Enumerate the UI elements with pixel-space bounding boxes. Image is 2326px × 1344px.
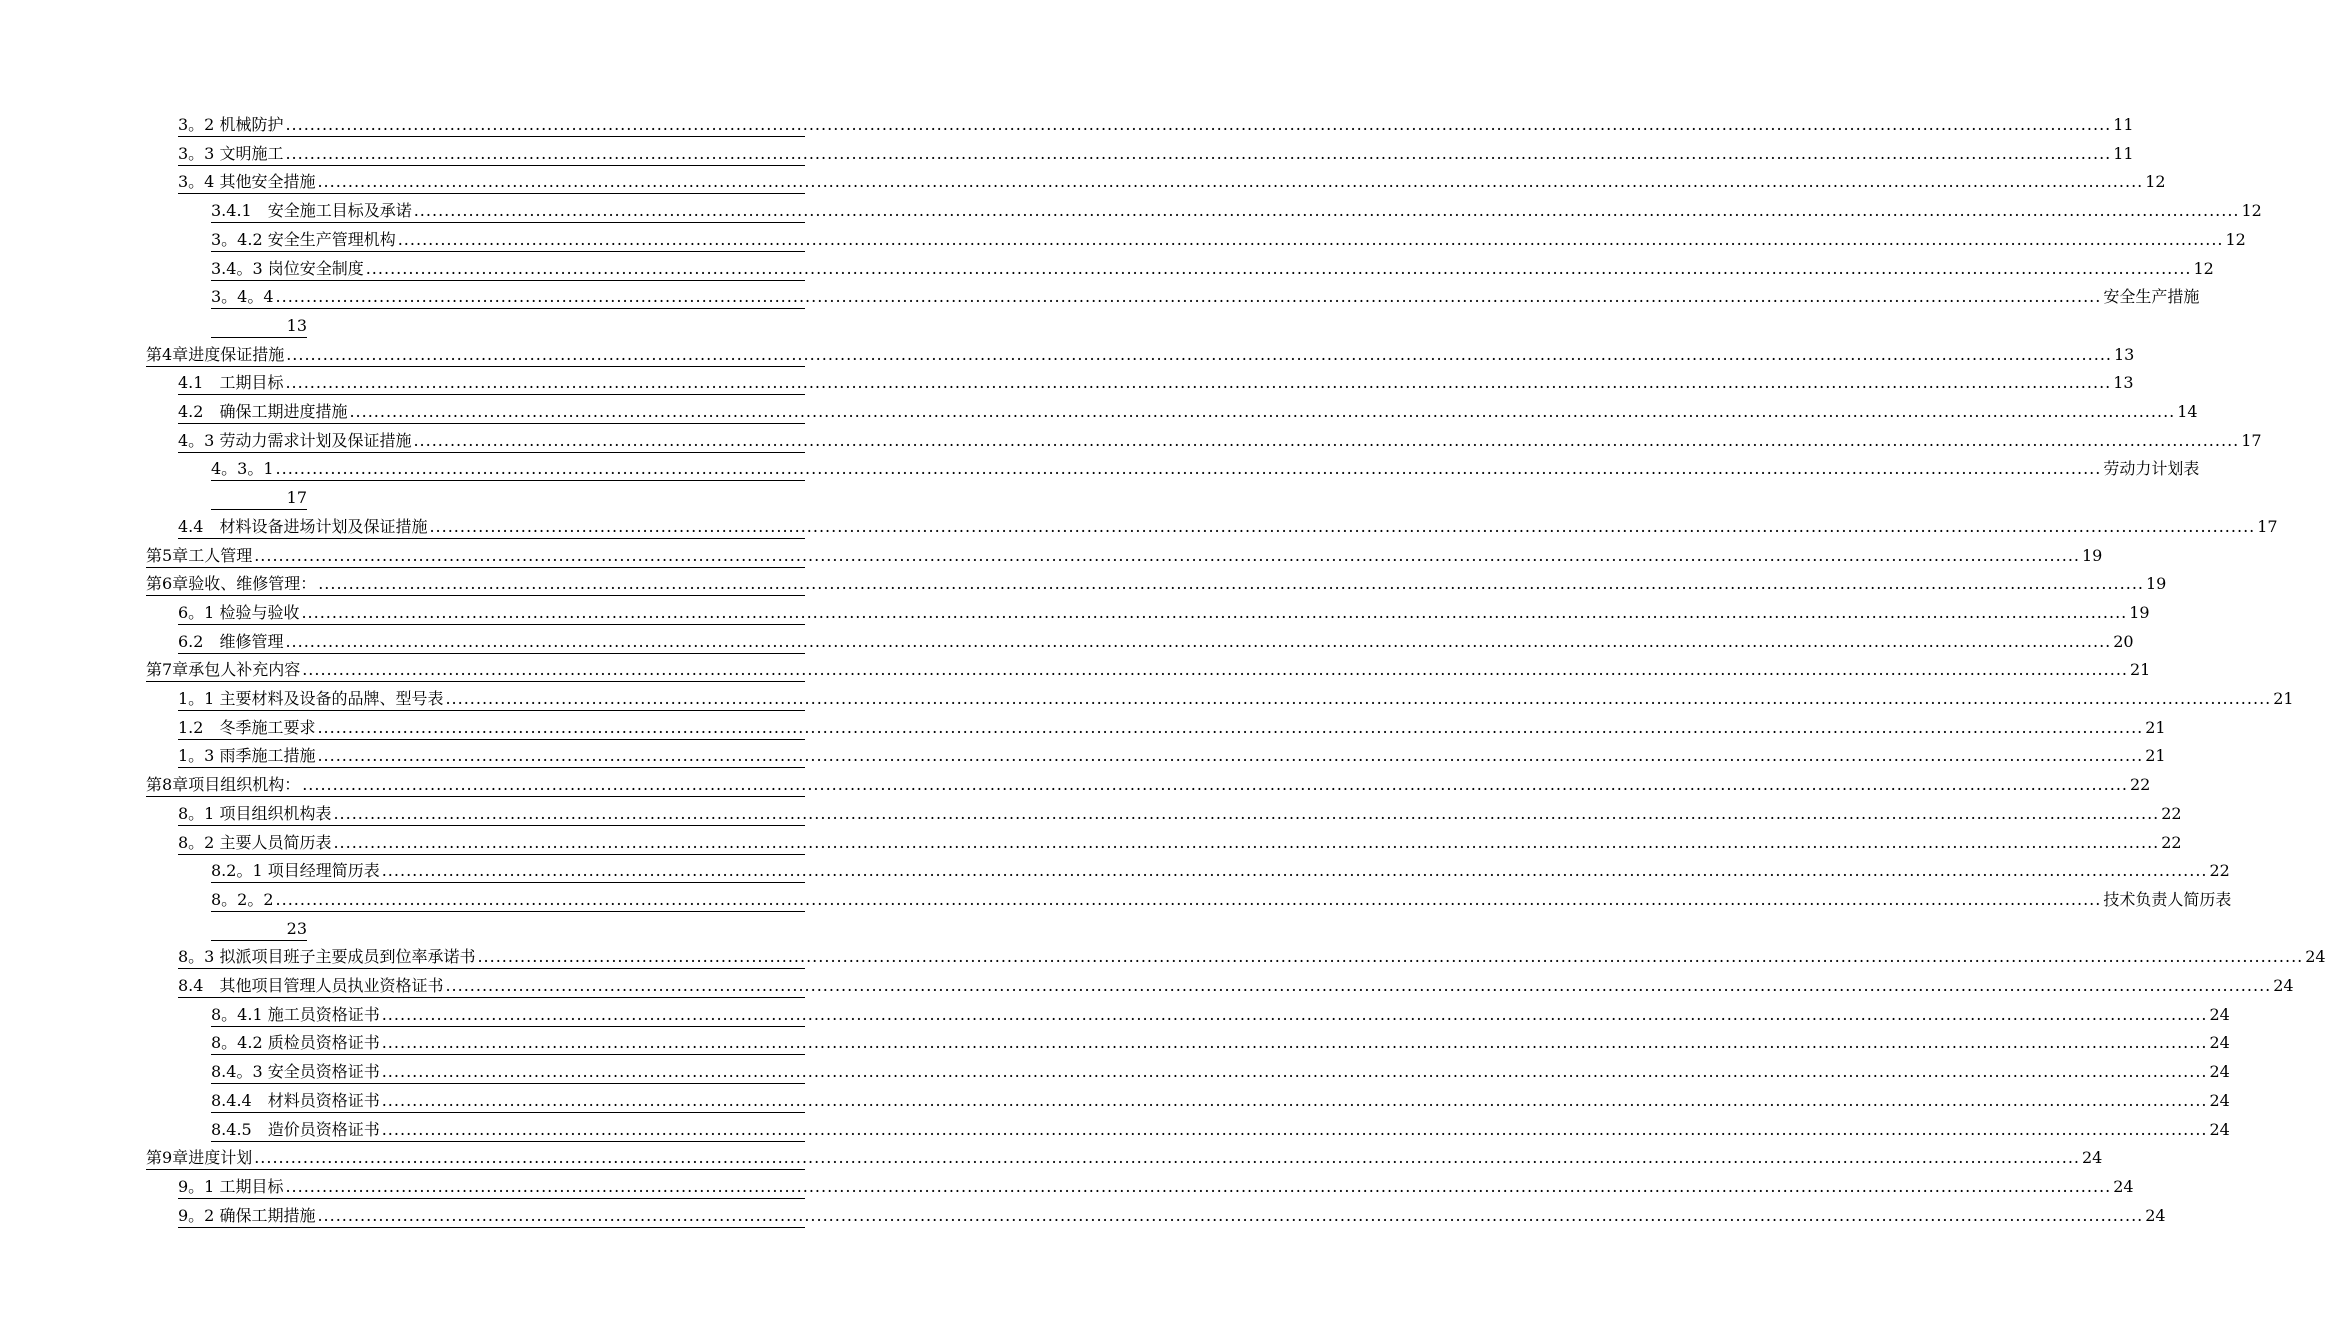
toc-entry-label: 3。4。4 — [211, 287, 274, 307]
toc-entry-label: 8。3 拟派项目班子主要成员到位率承诺书 — [178, 947, 476, 967]
toc-dot-leader: ............................................................................................................................................................................................................................................................................................................ — [445, 689, 2272, 708]
toc-page-number: 22 — [2161, 832, 2182, 852]
toc-chapter-number: 第5章 — [146, 545, 189, 565]
toc-entry-row — [0, 860, 2230, 888]
toc-entry-label: 3.4。3 岗位安全制度 — [211, 258, 364, 278]
toc-page-number: 13 — [2113, 373, 2134, 393]
toc-dot-leader: ............................................................................................................................................................................................................................................................................................................ — [413, 430, 2240, 450]
toc-page-number: 11 — [2113, 143, 2134, 163]
toc-entry-label: 8。2 主要人员简历表 — [178, 832, 332, 852]
toc-chapter-row — [0, 1147, 2103, 1175]
toc-entry-label: 进度保证措施 — [188, 344, 285, 364]
toc-entry-link[interactable] — [178, 372, 2134, 395]
toc-page-number: 12 — [2145, 172, 2166, 192]
toc-entry-link[interactable] — [178, 114, 2134, 137]
toc-page-number: 17 — [2241, 430, 2262, 450]
toc-dot-leader: ............................................................................................................................................................................................................................................................................................................ — [301, 602, 2128, 622]
toc-page-number: 11 — [2113, 115, 2134, 134]
toc-entry-link[interactable] — [146, 545, 2103, 568]
toc-entry-row — [0, 114, 2134, 142]
toc-entry-link[interactable] — [178, 1205, 2166, 1228]
toc-entry-title: 劳动力计划表 — [2103, 459, 2200, 479]
toc-entry-row — [0, 946, 2326, 974]
toc-entry-link[interactable] — [178, 803, 2182, 826]
toc-dot-leader: ............................................................................................................................................................................................................................................................................................................ — [445, 976, 2272, 995]
toc-page-number: 23 — [211, 918, 307, 941]
toc-entry-label: 3。4.2 安全生产管理机构 — [211, 229, 396, 249]
toc-entry-row — [0, 458, 2200, 508]
toc-entry-row — [0, 286, 2200, 336]
toc-entry-row — [0, 1032, 2230, 1060]
toc-entry-link[interactable] — [211, 200, 2262, 223]
toc-entry-link[interactable] — [211, 889, 2232, 912]
toc-dot-leader: ............................................................................................................................................................................................................................................................................................................ — [333, 832, 2160, 852]
toc-entry-row — [0, 745, 2166, 773]
toc-chapter-number: 第6章 — [146, 574, 189, 594]
toc-entry-link[interactable] — [178, 401, 2198, 424]
toc-entry-label: 8。1 项目组织机构表 — [178, 803, 332, 823]
toc-page-number: 21 — [2129, 660, 2151, 680]
toc-entry-link[interactable] — [146, 573, 2167, 596]
toc-dot-leader: ............................................................................................................................................................................................................................................................................................................ — [477, 947, 2304, 967]
toc-entry-label: 验收、维修管理： — [188, 574, 317, 594]
toc-dot-leader: ............................................................................................................................................................................................................................................................................................................ — [413, 201, 2240, 221]
toc-entry-label: 1。3 雨季施工措施 — [178, 746, 316, 766]
toc-dot-leader: ............................................................................................................................................................................................................................................................................................................ — [286, 344, 2112, 364]
toc-entry-label: 8.4.5 造价员资格证书 — [211, 1119, 380, 1139]
toc-page-number: 12 — [2193, 258, 2214, 278]
toc-dot-leader: ............................................................................................................................................................................................................................................................................................................ — [285, 143, 2112, 163]
toc-dot-leader: ............................................................................................................................................................................................................................................................................................................ — [381, 1004, 2208, 1024]
toc-entry-row — [0, 171, 2166, 199]
toc-page-number: 24 — [2305, 947, 2326, 967]
toc-page-number: 13 — [211, 315, 307, 338]
toc-entry-link[interactable] — [178, 745, 2166, 768]
toc-page-number: 17 — [211, 487, 307, 510]
toc-entry-link[interactable] — [211, 1004, 2230, 1027]
toc-dot-leader: ............................................................................................................................................................................................................................................................................................................ — [397, 229, 2224, 249]
toc-dot-leader: ............................................................................................................................................................................................................................................................................................................ — [381, 1033, 2208, 1053]
toc-page-number: 24 — [2209, 1004, 2230, 1024]
toc-dot-leader: ............................................................................................................................................................................................................................................................................................................ — [285, 373, 2112, 393]
toc-entry-link[interactable] — [211, 1061, 2230, 1084]
toc-page-number: 24 — [2209, 1062, 2230, 1082]
toc-entry-label: 3。3 文明施工 — [178, 143, 284, 163]
toc-entry-link[interactable] — [178, 975, 2294, 998]
toc-page-number: 17 — [2257, 516, 2278, 536]
toc-chapter-number: 第8章 — [146, 775, 189, 795]
toc-dot-leader: ............................................................................................................................................................................................................................................................................................................ — [317, 717, 2144, 737]
toc-chapter-row — [0, 545, 2103, 573]
toc-dot-leader: ............................................................................................................................................................................................................................................................................................................ — [302, 775, 2128, 795]
toc-entry-link[interactable] — [211, 860, 2230, 883]
toc-chapter-number: 第9章 — [146, 1148, 189, 1168]
toc-entry-row — [0, 1061, 2230, 1089]
toc-entry-link[interactable] — [211, 458, 2200, 481]
toc-entry-label: 4.2 确保工期进度措施 — [178, 402, 348, 421]
toc-chapter-row — [0, 573, 2167, 601]
toc-entry-link[interactable] — [211, 1119, 2230, 1142]
toc-entry-link[interactable] — [178, 430, 2262, 453]
toc-entry-row — [0, 200, 2262, 228]
toc-page-number: 14 — [2177, 402, 2198, 421]
toc-entry-link[interactable] — [211, 286, 2200, 309]
toc-entry-link[interactable] — [178, 717, 2166, 740]
toc-entry-link[interactable] — [146, 1147, 2103, 1170]
toc-dot-leader: ............................................................................................................................................................................................................................................................................................................ — [275, 889, 2102, 909]
toc-entry-label: 8。2。2 — [211, 889, 274, 909]
toc-entry-label: 4.4 材料设备进场计划及保证措施 — [178, 516, 428, 536]
toc-dot-leader: ............................................................................................................................................................................................................................................................................................................ — [285, 115, 2112, 134]
toc-entry-link[interactable] — [178, 946, 2326, 969]
toc-entry-label: 3.4.1 安全施工目标及承诺 — [211, 201, 412, 221]
toc-entry-link[interactable] — [178, 1176, 2134, 1199]
toc-page-number: 24 — [2113, 1176, 2134, 1196]
toc-entry-link[interactable] — [178, 832, 2182, 855]
toc-entry-row — [0, 143, 2134, 171]
toc-entry-label: 9。1 工期目标 — [178, 1176, 284, 1196]
toc-chapter-row — [0, 344, 2135, 372]
toc-entry-label: 3。4 其他安全措施 — [178, 172, 316, 192]
toc-dot-leader: ............................................................................................................................................................................................................................................................................................................ — [302, 660, 2128, 680]
toc-dot-leader: ............................................................................................................................................................................................................................................................................................................ — [254, 545, 2080, 565]
toc-page-number: 22 — [2209, 861, 2230, 881]
toc-entry-row — [0, 430, 2262, 458]
toc-dot-leader: ............................................................................................................................................................................................................................................................................................................ — [381, 861, 2208, 881]
toc-entry-link[interactable] — [178, 688, 2294, 711]
toc-entry-label: 承包人补充内容 — [188, 660, 301, 680]
toc-entry-row — [0, 1090, 2230, 1118]
toc-dot-leader: ............................................................................................................................................................................................................................................................................................................ — [381, 1090, 2208, 1110]
toc-dot-leader: ............................................................................................................................................................................................................................................................................................................ — [429, 516, 2256, 536]
toc-entry-label: 8.4 其他项目管理人员执业资格证书 — [178, 976, 444, 995]
toc-entry-row — [0, 1205, 2166, 1233]
toc-entry-label: 6。1 检验与验收 — [178, 602, 300, 622]
toc-dot-leader: ............................................................................................................................................................................................................................................................................................................ — [317, 1205, 2144, 1225]
toc-entry-row — [0, 229, 2246, 257]
toc-page-number: 19 — [2145, 574, 2167, 594]
toc-dot-leader: ............................................................................................................................................................................................................................................................................................................ — [365, 258, 2192, 278]
toc-page-number: 24 — [2145, 1205, 2166, 1225]
toc-entry-label: 8.4.4 材料员资格证书 — [211, 1090, 380, 1110]
toc-entry-label: 4.1 工期目标 — [178, 373, 284, 393]
toc-entry-label: 进度计划 — [188, 1148, 253, 1168]
toc-entry-row — [0, 1004, 2230, 1032]
toc-dot-leader: ............................................................................................................................................................................................................................................................................................................ — [275, 287, 2102, 307]
toc-page-number: 21 — [2273, 689, 2294, 708]
toc-entry-label: 1.2 冬季施工要求 — [178, 717, 316, 737]
toc-page-number: 20 — [2113, 631, 2134, 651]
toc-entry-title: 安全生产措施 — [2103, 287, 2200, 307]
toc-page-number: 19 — [2129, 602, 2150, 622]
toc-dot-leader: ............................................................................................................................................................................................................................................................................................................ — [285, 631, 2112, 651]
toc-entry-label: 4。3 劳动力需求计划及保证措施 — [178, 430, 412, 450]
toc-entry-row — [0, 1176, 2134, 1204]
toc-entry-label: 项目组织机构： — [188, 775, 301, 795]
toc-entry-label: 1。1 主要材料及设备的品牌、型号表 — [178, 689, 444, 708]
toc-entry-label: 8.2。1 项目经理简历表 — [211, 861, 380, 881]
toc-dot-leader: ............................................................................................................................................................................................................................................................................................................ — [317, 746, 2144, 766]
toc-entry-row — [0, 372, 2134, 400]
toc-entry-link[interactable] — [211, 1032, 2230, 1055]
toc-entry-link[interactable] — [178, 602, 2150, 625]
toc-entry-label: 9。2 确保工期措施 — [178, 1205, 316, 1225]
toc-entry-row — [0, 803, 2182, 831]
toc-chapter-row — [0, 659, 2151, 687]
toc-entry-label: 8。4.2 质检员资格证书 — [211, 1033, 380, 1053]
toc-entry-link[interactable] — [146, 659, 2151, 682]
toc-entry-link[interactable] — [211, 258, 2214, 281]
toc-dot-leader: ............................................................................................................................................................................................................................................................................................................ — [254, 1148, 2080, 1168]
toc-entry-row — [0, 258, 2214, 286]
toc-entry-title: 技术负责人简历表 — [2103, 889, 2232, 909]
toc-page-number: 12 — [2225, 229, 2246, 249]
toc-page-number: 24 — [2273, 976, 2294, 995]
toc-page-number: 24 — [2209, 1033, 2230, 1053]
toc-entry-row — [0, 717, 2166, 745]
toc-dot-leader: ............................................................................................................................................................................................................................................................................................................ — [318, 574, 2144, 594]
toc-entry-link[interactable] — [178, 171, 2166, 194]
toc-dot-leader: ............................................................................................................................................................................................................................................................................................................ — [381, 1119, 2208, 1139]
toc-entry-row — [0, 631, 2134, 659]
toc-page-number: 24 — [2209, 1119, 2230, 1139]
toc-page-number: 12 — [2241, 201, 2262, 221]
toc-entry-link[interactable] — [178, 143, 2134, 166]
toc-entry-row — [0, 889, 2232, 938]
toc-entry-row — [0, 1119, 2230, 1147]
toc-entry-link[interactable] — [211, 229, 2246, 252]
toc-dot-leader: ............................................................................................................................................................................................................................................................................................................ — [317, 172, 2144, 192]
toc-entry-label: 8。4.1 施工员资格证书 — [211, 1004, 380, 1024]
toc-chapter-row — [0, 774, 2151, 802]
toc-entry-link[interactable] — [178, 631, 2134, 654]
toc-page-number: 13 — [2113, 344, 2135, 364]
toc-dot-leader: ............................................................................................................................................................................................................................................................................................................ — [349, 402, 2176, 421]
toc-entry-label: 4。3。1 — [211, 459, 274, 479]
toc-page-number: 24 — [2209, 1090, 2230, 1110]
toc-entry-link[interactable] — [146, 774, 2151, 797]
toc-entry-row — [0, 688, 2294, 716]
toc-entry-row — [0, 975, 2294, 1003]
toc-entry-row — [0, 602, 2150, 630]
toc-dot-leader: ............................................................................................................................................................................................................................................................................................................ — [333, 803, 2160, 823]
toc-page-number: 21 — [2145, 717, 2166, 737]
toc-entry-row — [0, 516, 2278, 544]
toc-page-number: 24 — [2081, 1148, 2103, 1168]
toc-entry-label: 6.2 维修管理 — [178, 631, 284, 651]
toc-chapter-number: 第7章 — [146, 660, 189, 680]
toc-page-number: 21 — [2145, 746, 2166, 766]
toc-entry-label: 工人管理 — [188, 545, 253, 565]
toc-dot-leader: ............................................................................................................................................................................................................................................................................................................ — [381, 1062, 2208, 1082]
toc-dot-leader: ............................................................................................................................................................................................................................................................................................................ — [285, 1176, 2112, 1196]
toc-page-number: 22 — [2129, 775, 2151, 795]
toc-chapter-number: 第4章 — [146, 344, 189, 364]
toc-page-number: 19 — [2081, 545, 2103, 565]
toc-entry-link[interactable] — [211, 1090, 2230, 1113]
toc-entry-label: 3。2 机械防护 — [178, 115, 284, 134]
toc-entry-link[interactable] — [146, 344, 2135, 367]
toc-entry-label: 8.4。3 安全员资格证书 — [211, 1062, 380, 1082]
toc-entry-link[interactable] — [178, 516, 2278, 539]
toc-entry-row — [0, 401, 2198, 429]
toc-page-number: 22 — [2161, 803, 2182, 823]
toc-dot-leader: ............................................................................................................................................................................................................................................................................................................ — [275, 459, 2102, 479]
toc-entry-row — [0, 832, 2182, 860]
